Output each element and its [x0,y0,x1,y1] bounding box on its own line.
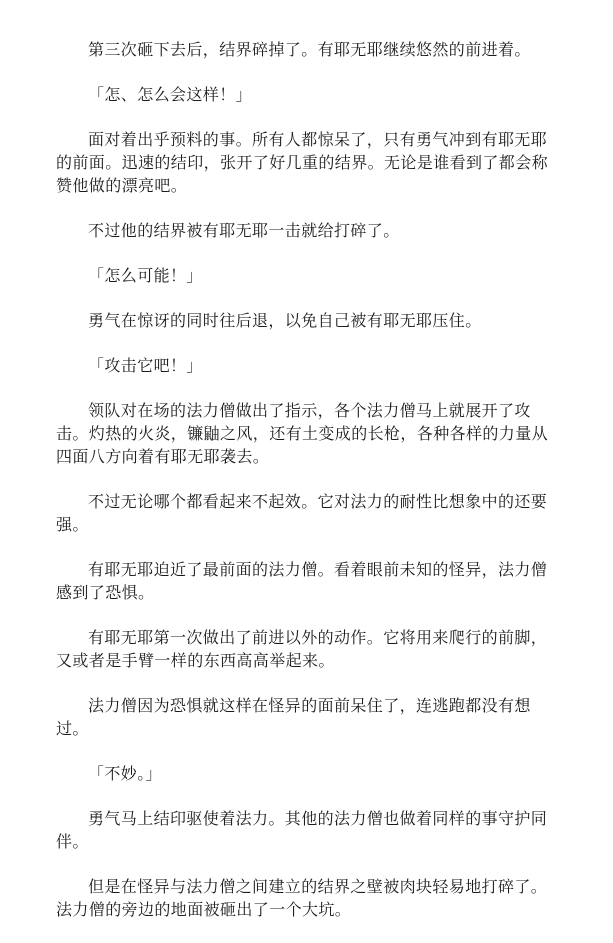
dialogue-line: 「怎、怎么会这样！」 [88,85,253,104]
paragraph: 领队对在场的法力僧做出了指示，各个法力僧马上就展开了攻击。灼热的火炎，镰鼬之风，还有土变成的长枪，各种各样的力量从四面八方向着有耶无耶袭去。 [56,401,549,466]
paragraph: 不过他的结界被有耶无耶一击就给打碎了。 [88,221,400,240]
document-page [56,38,556,943]
dialogue-line: 「怎么可能！」 [88,266,203,285]
paragraph: 勇气在惊讶的同时往后退，以免自己被有耶无耶压住。 [88,311,482,330]
paragraph: 不过无论哪个都看起来不起效。它对法力的耐性比想象中的还要强。 [56,492,548,534]
paragraph: 有耶无耶迫近了最前面的法力僧。看着眼前未知的怪异，法力僧感到了恐惧。 [56,560,548,602]
paragraph: 有耶无耶第一次做出了前进以外的动作。它将用来爬行的前脚，又或者是手臂一样的东西高高举起来。 [56,628,548,670]
paragraph: 第三次砸下去后，结界碎掉了。有耶无耶继续悠然的前进着。 [88,40,531,59]
paragraph: 勇气马上结印驱使着法力。其他的法力僧也做着同样的事守护同伴。 [56,809,548,851]
dialogue-line: 「攻击它吧！」 [88,356,203,375]
paragraph: 但是在怪异与法力僧之间建立的结界之壁被肉块轻易地打碎了。法力僧的旁边的地面被砸出了一个大坑。 [56,877,548,919]
dialogue-line: 「不妙。」 [88,764,163,783]
paragraph: 法力僧因为恐惧就这样在怪异的面前呆住了，连逃跑都没有想过。 [56,696,531,738]
paragraph: 面对着出乎预料的事。所有人都惊呆了，只有勇气冲到有耶无耶的前面。迅速的结印，张开了好几重的结界。无论是谁看到了都会称赞他做的漂亮吧。 [56,130,549,195]
